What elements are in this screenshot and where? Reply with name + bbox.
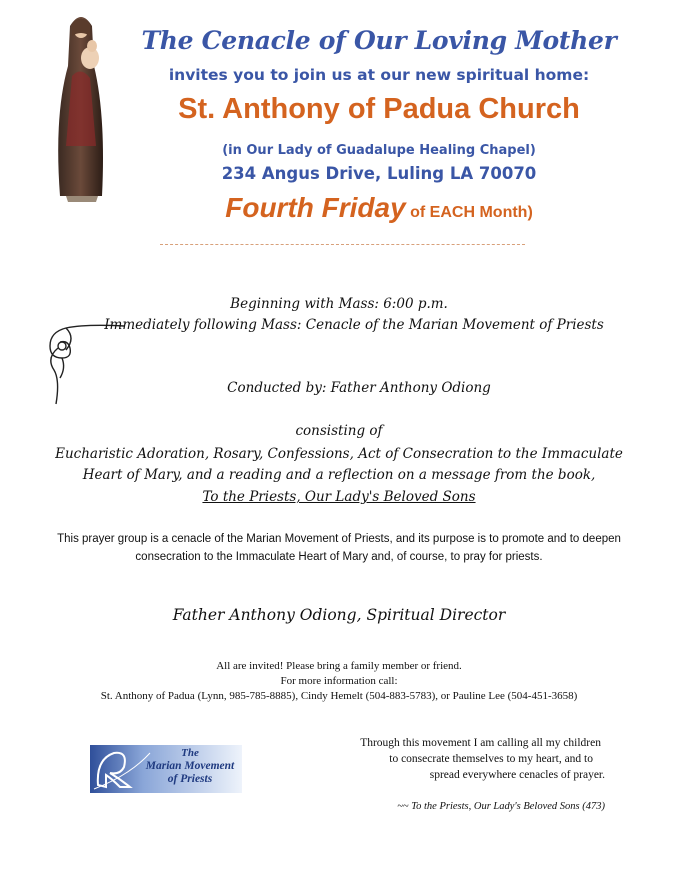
activities-line-2: Heart of Mary, and a reading and a reflection on a message from the book, [82, 467, 596, 483]
header-divider [160, 244, 525, 245]
consisting-of: consisting of [295, 423, 383, 439]
address: 234 Angus Drive, Luling LA 70070 [221, 164, 537, 183]
invited-line: All are invited! Please bring a family member or friend. [216, 660, 462, 672]
marian-movement-logo [90, 745, 242, 793]
purpose-line-2: consecration to the Immaculate Heart of Mary and, of course, to pray for priests. [135, 551, 543, 563]
activities-line-1: Eucharistic Adoration, Rosary, Confessions, Act of Consecration to the Immaculate [55, 446, 623, 462]
cenacle-time: Immediately following Mass: Cenacle of the Marian Movement of Priests [104, 317, 604, 333]
phones-line: St. Anthony of Padua (Lynn, 985-785-8885), Cindy Hemelt (504-883-5783), or Pauline Lee (504-451-3658) [100, 690, 578, 702]
logo-line-3: of Priests [167, 773, 213, 785]
church-name: St. Anthony of Padua Church [178, 93, 580, 125]
invite-line: invites you to join us at our new spiritual home: [168, 66, 590, 84]
book-title: To the Priests, Our Lady's Beloved Sons [202, 489, 476, 505]
event-title: The Cenacle of Our Loving Mother [141, 26, 617, 55]
quote-source: ~~ To the Priests, Our Lady's Beloved Sons (473) [397, 801, 605, 812]
logo-line-2: Marian Movement [145, 760, 235, 772]
quote-line-3: spread everywhere cenacles of prayer. [429, 769, 605, 781]
purpose-line-1: This prayer group is a cenacle of the Marian Movement of Priests, and its purpose is to promote and to deepen [57, 533, 621, 545]
purpose-paragraph [20, 530, 658, 566]
quote-line-2: to consecrate themselves to my heart, and to [389, 753, 593, 765]
conducted-by: Conducted by: Father Anthony Odiong [227, 380, 491, 396]
info-line: For more information call: [280, 675, 398, 687]
quote-block [290, 735, 605, 783]
chapel-name: (in Our Lady of Guadalupe Healing Chapel) [222, 143, 536, 158]
mass-time: Beginning with Mass: 6:00 p.m. [230, 296, 448, 312]
logo-line-1: The [181, 747, 199, 759]
quote-line-1: Through this movement I am calling all my children [360, 737, 601, 749]
contact-block [0, 659, 678, 704]
meeting-day [80, 192, 678, 224]
spiritual-director: Father Anthony Odiong, Spiritual Director [172, 606, 506, 624]
meeting-day-main: Fourth Friday [225, 192, 406, 223]
meeting-day-suffix: of EACH Month) [405, 204, 533, 221]
